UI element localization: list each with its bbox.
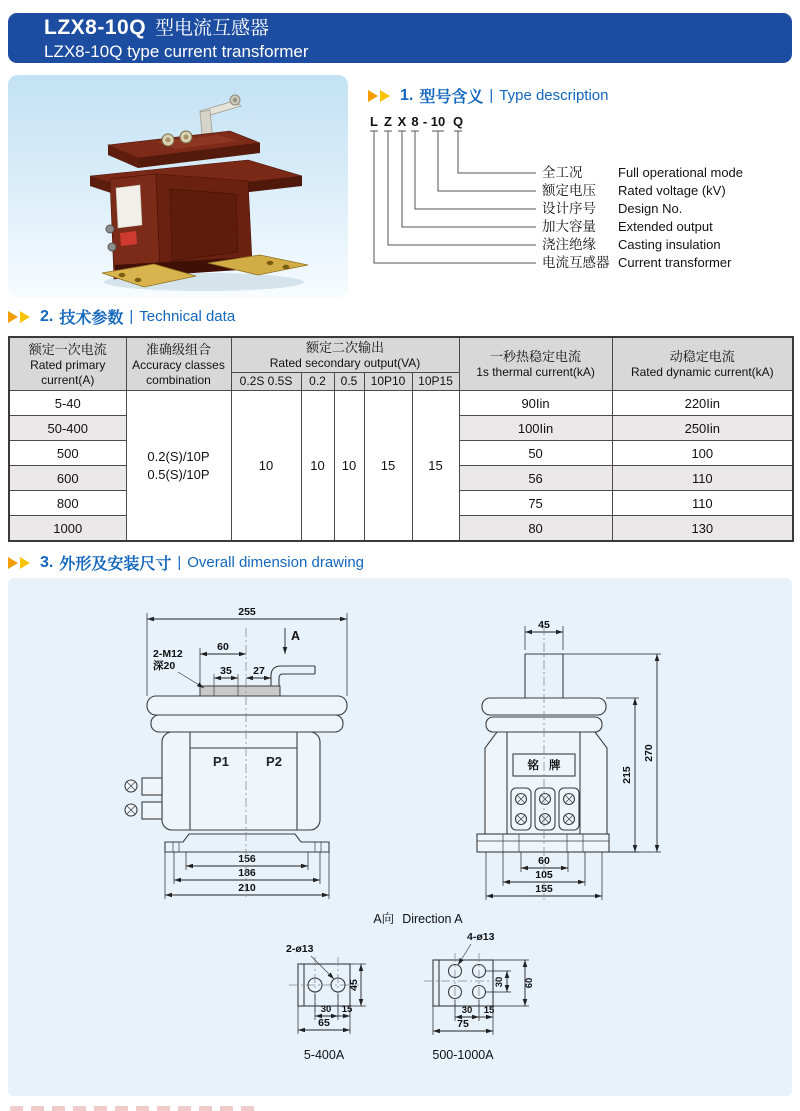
section-title-cn: 外形及安装尺寸 bbox=[59, 556, 172, 573]
dim-label-60: 60 bbox=[538, 855, 550, 867]
cell-dynamic-current: 130 bbox=[612, 516, 793, 542]
meaning-en: Full operational mode bbox=[618, 165, 744, 180]
meaning-en: Rated voltage (kV) bbox=[618, 183, 726, 198]
section-separator: | bbox=[129, 308, 134, 325]
meaning-cn: 额定电压 bbox=[542, 183, 596, 198]
section-title-cn: 技术参数 bbox=[59, 310, 124, 327]
dim-label-15: 15 bbox=[483, 1005, 495, 1016]
dim-label-210: 210 bbox=[238, 882, 256, 894]
technical-data-table bbox=[8, 336, 794, 542]
col-header-dynamic-current: 动稳定电流 Rated dynamic current(kA) bbox=[612, 337, 793, 391]
cell-dynamic-current: 100 bbox=[612, 441, 793, 466]
col-header-secondary-output: 额定二次输出 Rated secondary output(VA) bbox=[231, 337, 459, 373]
dim-label-156: 156 bbox=[238, 853, 256, 865]
cell-thermal-current: 56 bbox=[459, 466, 612, 491]
dim-label-30: 30 bbox=[320, 1004, 332, 1015]
section-title-en: Technical data bbox=[139, 308, 236, 325]
cell-secondary-output: 10 bbox=[301, 391, 334, 542]
cell-dynamic-current: 110 bbox=[612, 491, 793, 516]
section-arrow-icon bbox=[20, 311, 30, 323]
cell-secondary-output: 10 bbox=[334, 391, 364, 542]
section-number: 1. bbox=[400, 86, 414, 104]
subcol-header: 0.2S 0.5S bbox=[231, 373, 301, 391]
dim-label-60: 60 bbox=[524, 977, 535, 989]
plate-caption-500-1000a: 500-1000A bbox=[432, 1048, 494, 1062]
dim-label-15: 15 bbox=[341, 1004, 353, 1015]
code-char: Z bbox=[384, 114, 392, 129]
page-title-cn bbox=[44, 16, 792, 41]
dimension-drawing-panel bbox=[8, 578, 792, 1096]
type-code-svg bbox=[368, 112, 792, 284]
plate-caption-5-400a: 5-400A bbox=[303, 1048, 345, 1062]
model-title-cn: 型电流互感器 bbox=[155, 18, 270, 39]
side-view bbox=[477, 619, 661, 900]
dim-label-186: 186 bbox=[238, 867, 256, 879]
cell-secondary-output: 15 bbox=[412, 391, 459, 542]
meaning-cn: 浇注绝缘 bbox=[542, 237, 596, 252]
section-number: 3. bbox=[40, 553, 54, 571]
col-header-thermal-current: 一秒热稳定电流 1s thermal current(kA) bbox=[459, 337, 612, 391]
cell-thermal-current: 75 bbox=[459, 491, 612, 516]
dim-label-155: 155 bbox=[535, 883, 553, 895]
hole-callout-4xd13: 4-ø13 bbox=[467, 931, 495, 943]
terminal-p1-label: P1 bbox=[213, 754, 229, 769]
subcol-header: 0.2 bbox=[301, 373, 334, 391]
dim-label-30-vertical: 30 bbox=[494, 976, 505, 988]
meaning-en: Design No. bbox=[618, 201, 683, 216]
subcol-header: 10P15 bbox=[412, 373, 459, 391]
section-title-en: Overall dimension drawing bbox=[187, 554, 365, 571]
terminal-blocks bbox=[511, 788, 579, 830]
dim-label-105: 105 bbox=[535, 869, 553, 881]
hole-callout-2xd13: 2-ø13 bbox=[286, 943, 314, 955]
dim-label-270: 270 bbox=[643, 744, 655, 762]
section-3-heading bbox=[8, 551, 364, 574]
page-title-bar bbox=[8, 13, 792, 63]
section-number: 2. bbox=[40, 307, 54, 325]
cell-dynamic-current: 250Iin bbox=[612, 416, 793, 441]
code-char: - bbox=[422, 114, 428, 129]
cell-primary-current: 1000 bbox=[9, 516, 126, 542]
cell-primary-current: 50-400 bbox=[9, 416, 126, 441]
code-char: Q bbox=[452, 114, 464, 129]
cell-thermal-current: 90Iin bbox=[459, 391, 612, 416]
section-1-heading bbox=[368, 84, 609, 107]
dim-label-215: 215 bbox=[621, 766, 633, 784]
section-arrow-icon bbox=[8, 557, 18, 569]
type-code-meanings bbox=[542, 165, 743, 270]
cell-secondary-output: 10 bbox=[231, 391, 301, 542]
product-photo bbox=[8, 75, 348, 298]
thread-label: 2-M12 bbox=[153, 648, 183, 660]
cell-primary-current: 600 bbox=[9, 466, 126, 491]
section-arrow-icon bbox=[8, 311, 18, 323]
meaning-cn: 电流互感器 bbox=[542, 255, 610, 270]
col-header-accuracy: 准确级组合 Accuracy classes combination bbox=[126, 337, 231, 391]
thread-depth-label: 深20 bbox=[153, 660, 176, 672]
section-2-heading bbox=[8, 305, 235, 328]
dim-label-60: 60 bbox=[217, 641, 229, 653]
mounting-plate-large bbox=[424, 931, 535, 1062]
col-header-primary-current: 额定一次电流 Rated primary current(A) bbox=[9, 337, 126, 391]
section-arrow-icon bbox=[20, 557, 30, 569]
meaning-cn: 全工况 bbox=[542, 165, 583, 180]
cell-primary-current: 800 bbox=[9, 491, 126, 516]
secondary-terminals bbox=[125, 778, 162, 819]
section-arrow-icon bbox=[368, 90, 378, 102]
dim-label-30: 30 bbox=[461, 1005, 473, 1016]
type-code-diagram bbox=[368, 112, 792, 284]
meaning-en: Casting insulation bbox=[618, 237, 721, 252]
dim-label-255: 255 bbox=[238, 606, 256, 618]
code-char: 8 bbox=[411, 114, 419, 129]
dim-label-65: 65 bbox=[318, 1017, 330, 1029]
page-title-en: LZX8-10Q type current transformer bbox=[44, 42, 309, 61]
type-code-connectors bbox=[370, 131, 536, 263]
cell-secondary-output: 15 bbox=[364, 391, 412, 542]
dim-label-27: 27 bbox=[253, 665, 265, 677]
dimension-drawing-svg bbox=[8, 578, 792, 1096]
meaning-en: Extended output bbox=[618, 219, 713, 234]
cell-dynamic-current: 110 bbox=[612, 466, 793, 491]
subcol-header: 10P10 bbox=[364, 373, 412, 391]
dim-label-35: 35 bbox=[220, 665, 232, 677]
section-title-en: Type description bbox=[499, 87, 609, 104]
cut-off-footer-text bbox=[10, 1106, 260, 1111]
cell-thermal-current: 80 bbox=[459, 516, 612, 542]
dim-label-45: 45 bbox=[348, 979, 360, 991]
mounting-plate-small bbox=[286, 943, 366, 1062]
transformer-illustration bbox=[8, 75, 348, 298]
meaning-cn: 设计序号 bbox=[542, 201, 596, 216]
section-arrow-icon bbox=[380, 90, 390, 102]
direction-a-label: A向 Direction A bbox=[373, 912, 463, 926]
cell-primary-current: 5-40 bbox=[9, 391, 126, 416]
section-separator: | bbox=[489, 87, 494, 104]
cell-accuracy-classes: 0.2(S)/10P 0.5(S)/10P bbox=[126, 391, 231, 542]
meaning-en: Current transformer bbox=[618, 255, 732, 270]
terminal-p2-label: P2 bbox=[266, 754, 282, 769]
subcol-header: 0.5 bbox=[334, 373, 364, 391]
cell-primary-current: 500 bbox=[9, 441, 126, 466]
front-view bbox=[125, 606, 347, 900]
section-title-cn: 型号含义 bbox=[419, 89, 484, 106]
dim-label-75: 75 bbox=[457, 1018, 469, 1030]
cell-thermal-current: 100Iin bbox=[459, 416, 612, 441]
view-marker-a: A bbox=[291, 629, 301, 643]
meaning-cn: 加大容量 bbox=[542, 219, 596, 234]
cell-dynamic-current: 220Iin bbox=[612, 391, 793, 416]
cell-thermal-current: 50 bbox=[459, 441, 612, 466]
type-code-chars bbox=[370, 114, 463, 129]
code-char: X bbox=[397, 114, 407, 129]
section-separator: | bbox=[177, 554, 182, 571]
dim-label-45: 45 bbox=[538, 619, 550, 631]
code-char: L bbox=[370, 114, 378, 129]
nameplate-label: 铭牌 bbox=[527, 760, 571, 772]
code-char: 10 bbox=[430, 114, 446, 129]
model-code: LZX8-10Q bbox=[44, 16, 147, 39]
table-row bbox=[9, 391, 793, 416]
